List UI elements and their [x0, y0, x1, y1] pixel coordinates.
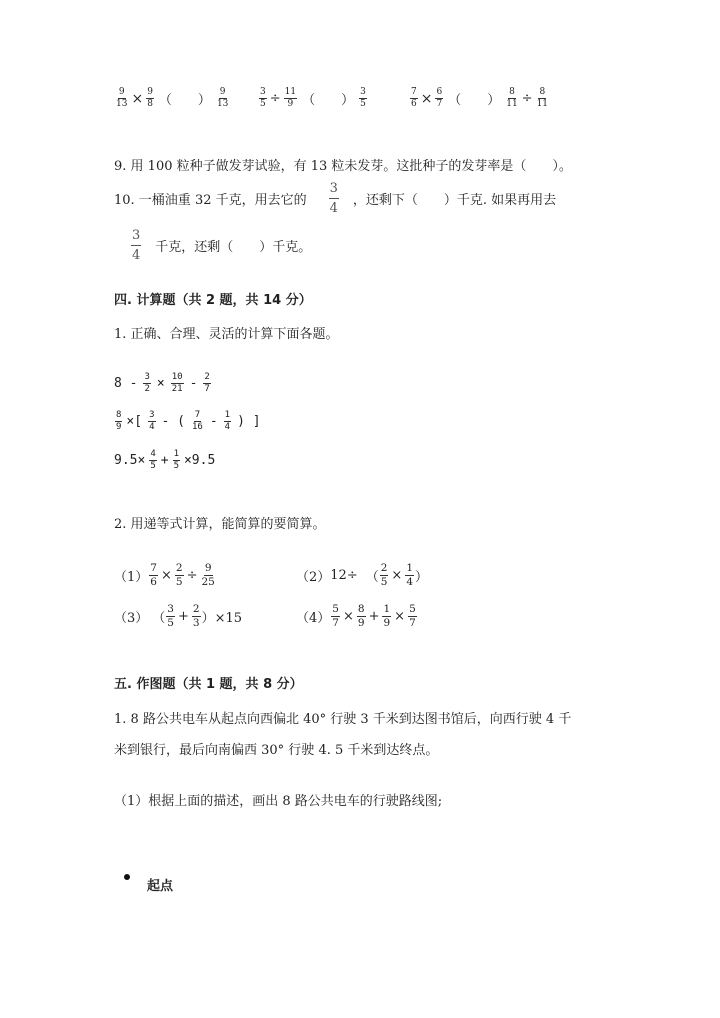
fraction: $\frac{8}{9}$ — [116, 410, 122, 432]
fraction: $\frac{3}{4}$ — [329, 181, 338, 216]
fraction: $\frac{3}{4}$ — [132, 228, 141, 263]
section-5-q1-line1: 1. 8 路公共电车从起点向西偏北 40° 行驶 3 千米到达图书馆后，向西行驶 4 千 — [114, 712, 572, 727]
fraction: $\frac{7}{6}$ — [150, 562, 157, 588]
fraction: $\frac{2}{5}$ — [175, 562, 183, 588]
section-5-title: 五. 作图题（共 1 题，共 8 分） — [114, 677, 303, 692]
fraction: $\frac{8}{11}$ — [506, 87, 518, 109]
fraction: $\frac{1}{9}$ — [383, 603, 391, 629]
section-5-sub1: （1）根据上面的描述，画出 8 路公共电车的行驶路线图; — [114, 794, 443, 809]
fraction: $\frac{1}{4}$ — [224, 410, 231, 432]
calc-problem-4: （4） $\frac{5}{7}$ × $\frac{8}{9}$ + $\frac{1}{9}$ × $\frac{5}{7}$ — [296, 603, 416, 629]
calc-expression-1: 8 - $\frac{3}{2}$ × $\frac{10}{21}$ - $\frac{2}{7}$ — [114, 372, 210, 394]
fraction: $\frac{8}{9}$ — [357, 603, 365, 629]
fraction: $\frac{1}{5}$ — [173, 449, 179, 471]
fraction: $\frac{9}{25}$ — [201, 562, 215, 588]
fraction: $\frac{7}{16}$ — [191, 410, 203, 432]
fraction: $\frac{2}{5}$ — [380, 562, 388, 588]
fraction: $\frac{5}{7}$ — [409, 603, 416, 629]
compare-item-1: $\frac{9}{13}$ × $\frac{9}{8}$ （ ） $\frac{9}{13}$ — [116, 87, 229, 109]
question-10-line2: $\frac{3}{4}$ 千克，还剩（ ）千克。 — [132, 228, 312, 263]
question-9: 9. 用 100 粒种子做发芽试验，有 13 粒未发芽。这批种子的发芽率是（ ）。 — [114, 159, 572, 174]
fraction: $\frac{8}{11}$ — [536, 87, 549, 109]
fraction: $\frac{9}{13}$ — [216, 87, 229, 109]
fraction: $\frac{3}{5}$ — [360, 87, 366, 109]
fraction: $\frac{1}{4}$ — [406, 562, 414, 588]
calc-problem-2: （2） 12÷ （ $\frac{2}{5}$ × $\frac{1}{4}$ ） — [296, 562, 429, 588]
fraction: $\frac{2}{3}$ — [192, 603, 200, 629]
fraction: $\frac{6}{7}$ — [436, 87, 443, 109]
section-4-title: 四. 计算题（共 2 题，共 14 分） — [114, 293, 312, 308]
start-point-dot — [124, 874, 130, 880]
section-4-q1-title: 1. 正确、合理、灵活的计算下面各题。 — [114, 327, 339, 342]
fraction: $\frac{3}{5}$ — [167, 603, 174, 629]
start-point-label: 起点 — [147, 879, 174, 894]
fraction: $\frac{4}{5}$ — [150, 449, 156, 471]
calc-problem-1: （1） $\frac{7}{6}$ × $\frac{2}{5}$ ÷ $\frac{9}{25}$ — [114, 562, 215, 588]
fraction: $\frac{11}{9}$ — [284, 87, 297, 109]
calc-problem-3: （3） （ $\frac{3}{5}$ + $\frac{2}{3}$ ）×15 — [114, 603, 243, 629]
calc-expression-3: 9.5× $\frac{4}{5}$ + $\frac{1}{5}$ ×9.5 — [114, 449, 216, 471]
fraction: $\frac{9}{8}$ — [147, 87, 153, 109]
compare-item-3: $\frac{7}{6}$ × $\frac{6}{7}$ （ ） $\frac{8}{11}$ ÷ $\frac{8}{11}$ — [411, 87, 549, 109]
question-10-line1: 10. 一桶油重 32 千克，用去它的 $\frac{3}{4}$ ，还剩下（ ）千克. 如果再用去 — [114, 181, 557, 216]
fraction: $\frac{5}{7}$ — [332, 603, 339, 629]
fraction: $\frac{10}{21}$ — [171, 372, 183, 394]
answer-blank[interactable]: （ ） — [158, 93, 211, 108]
fraction: $\frac{9}{13}$ — [116, 87, 128, 109]
calc-expression-2: $\frac{8}{9}$ ×[ $\frac{3}{4}$ - ( $\frac{7}{16}$ - $\frac{1}{4}$ ) ] — [116, 410, 261, 432]
answer-blank[interactable]: （ ） — [302, 93, 355, 108]
fraction: $\frac{3}{2}$ — [144, 372, 150, 394]
section-4-q2-title: 2. 用递等式计算，能简算的要简算。 — [114, 517, 326, 532]
answer-blank[interactable]: （ ） — [448, 93, 501, 108]
compare-item-2: $\frac{3}{5}$ ÷ $\frac{11}{9}$ （ ） $\frac{3}{5}$ — [260, 87, 366, 109]
fraction: $\frac{3}{4}$ — [149, 410, 155, 432]
fraction: $\frac{7}{6}$ — [411, 87, 417, 109]
fraction: $\frac{3}{5}$ — [260, 87, 266, 109]
fraction: $\frac{2}{7}$ — [204, 372, 210, 394]
section-5-q1-line2: 米到银行，最后向南偏西 30° 行驶 4. 5 千米到达终点。 — [114, 743, 439, 758]
